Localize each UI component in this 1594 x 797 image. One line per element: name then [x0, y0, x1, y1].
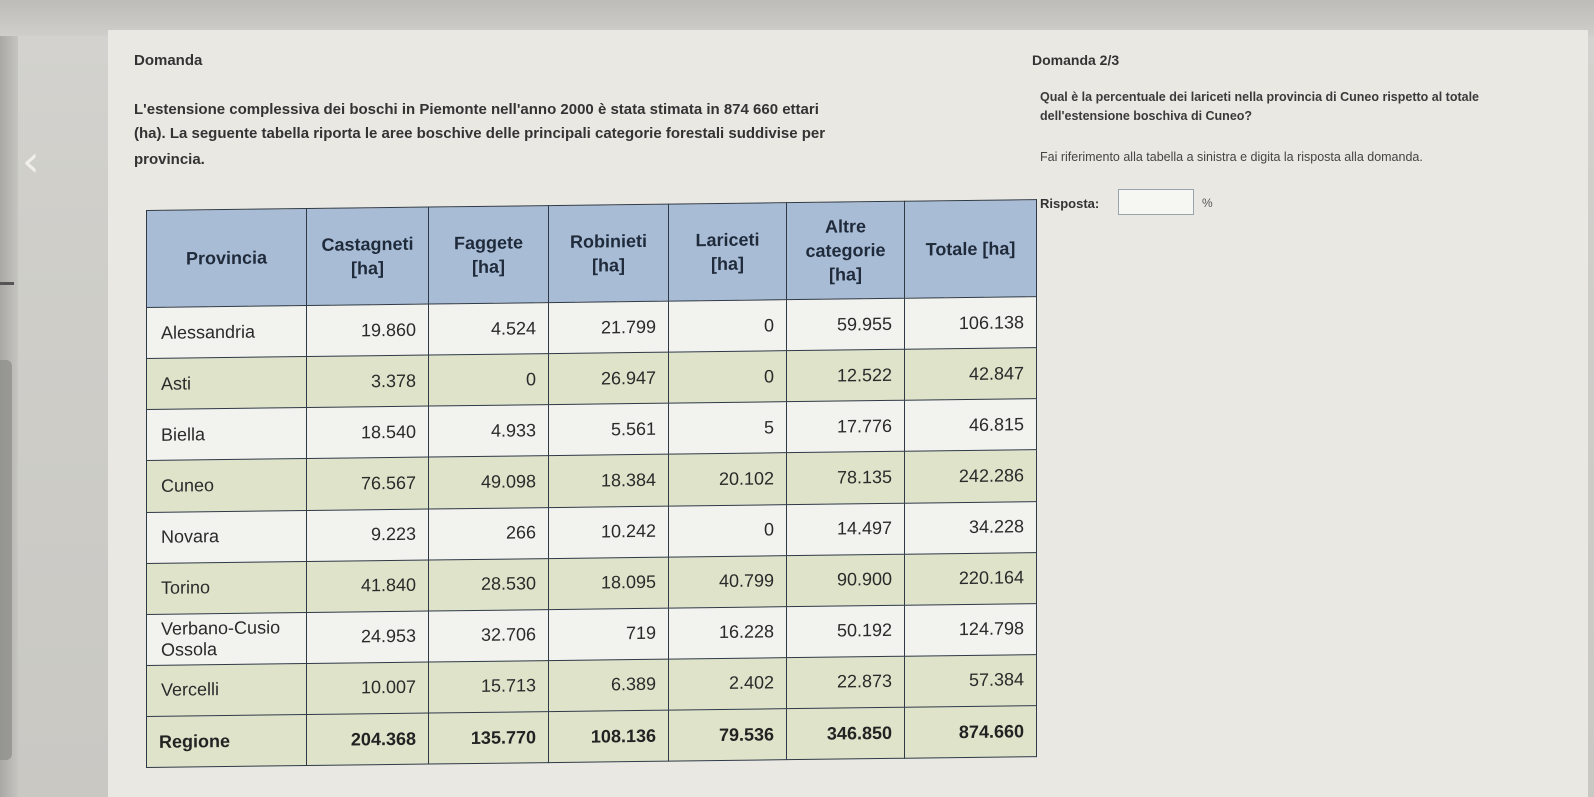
- table-cell: 18.095: [549, 557, 669, 610]
- table-cell: 76.567: [307, 457, 429, 510]
- table-cell: 90.900: [787, 554, 905, 607]
- table-cell: 4.524: [429, 303, 549, 356]
- table-total-cell: 108.136: [549, 710, 669, 762]
- question-heading: Domanda: [134, 52, 203, 69]
- table-cell: 22.873: [787, 656, 905, 709]
- table-cell: 242.286: [905, 450, 1037, 503]
- left-dash: [0, 282, 14, 285]
- table-cell: 17.776: [787, 400, 905, 453]
- province-cell: Vercelli: [147, 663, 307, 716]
- region-cell: Regione: [147, 715, 307, 768]
- province-cell: Biella: [147, 408, 307, 461]
- table-cell: 9.223: [307, 509, 429, 562]
- table-header-row: [147, 200, 1037, 308]
- table-cell: 3.378: [307, 355, 429, 408]
- intro-line-1: L'estensione complessiva dei boschi in Piemonte nell'anno 2000 è stata stimata in 874 660 ettari: [134, 101, 819, 118]
- table-cell: 24.953: [307, 611, 429, 664]
- table-cell: 20.102: [669, 453, 787, 506]
- table-cell: 10.007: [307, 662, 429, 715]
- province-cell: Novara: [147, 510, 307, 563]
- table-cell: 18.384: [549, 454, 669, 507]
- table-cell: 41.840: [307, 560, 429, 613]
- table-total-cell: 346.850: [787, 707, 905, 759]
- table-cell: 5: [669, 402, 787, 455]
- table-header-cell: Robinieti [ha]: [549, 204, 669, 302]
- table-cell: 16.228: [669, 606, 787, 659]
- answer-label: Risposta:: [1040, 196, 1100, 211]
- table-cell: 78.135: [787, 452, 905, 505]
- table-cell: 266: [429, 507, 549, 560]
- table-cell: 220.164: [905, 552, 1037, 605]
- table-total-cell: 79.536: [669, 709, 787, 761]
- table-total-cell: 204.368: [307, 713, 429, 765]
- table-cell: 59.955: [787, 298, 905, 351]
- chevron-left-icon[interactable]: ‹: [22, 136, 40, 187]
- table-cell: 12.522: [787, 349, 905, 402]
- table-cell: 4.933: [429, 405, 549, 458]
- table-header-cell: Altre categorie [ha]: [787, 201, 905, 299]
- province-cell: Verbano-Cusio Ossola: [147, 612, 307, 665]
- table-cell: 0: [669, 300, 787, 353]
- table-cell: 50.192: [787, 605, 905, 658]
- table-cell: 28.530: [429, 558, 549, 611]
- table-cell: 719: [549, 608, 669, 661]
- question-instruction: Fai riferimento alla tabella a sinistra e digita la risposta alla domanda.: [1040, 150, 1423, 164]
- table-cell: 10.242: [549, 506, 669, 559]
- question-counter: Domanda 2/3: [1032, 52, 1120, 68]
- answer-unit: %: [1202, 196, 1213, 210]
- province-cell: Torino: [147, 561, 307, 614]
- table-cell: 19.860: [307, 304, 429, 357]
- left-shadow: [0, 360, 12, 760]
- intro-text: [134, 98, 994, 172]
- table-cell: 106.138: [905, 297, 1037, 350]
- table-cell: 0: [669, 504, 787, 557]
- table-cell: 46.815: [905, 399, 1037, 452]
- table-cell: 32.706: [429, 609, 549, 662]
- table-cell: 40.799: [669, 555, 787, 608]
- table-cell: 5.561: [549, 403, 669, 456]
- table-header-cell: Totale [ha]: [905, 200, 1037, 299]
- table-cell: 42.847: [905, 348, 1037, 401]
- table-cell: 26.947: [549, 352, 669, 405]
- table-cell: 21.799: [549, 301, 669, 354]
- table-cell: 2.402: [669, 658, 787, 711]
- table-cell: 57.384: [905, 654, 1037, 707]
- intro-line-3: provincia.: [134, 151, 205, 168]
- table-cell: 15.713: [429, 660, 549, 713]
- province-cell: Alessandria: [147, 306, 307, 359]
- province-cell: Asti: [147, 357, 307, 410]
- province-cell: Cuneo: [147, 459, 307, 512]
- table-cell: 18.540: [307, 406, 429, 459]
- table-header-cell: Faggete [ha]: [429, 206, 549, 304]
- table-total-cell: 135.770: [429, 712, 549, 764]
- table-cell: 14.497: [787, 503, 905, 556]
- table-header-cell: Provincia: [147, 209, 307, 308]
- table-cell: 49.098: [429, 456, 549, 509]
- table-cell: 0: [429, 354, 549, 407]
- table-header-cell: Castagneti [ha]: [307, 207, 429, 305]
- table-cell: 0: [669, 351, 787, 404]
- table-cell: 34.228: [905, 501, 1037, 554]
- table-header-cell: Lariceti [ha]: [669, 203, 787, 301]
- answer-input[interactable]: [1118, 189, 1194, 215]
- table-total-row: [147, 706, 1037, 768]
- question-text: Qual è la percentuale dei lariceti nella provincia di Cuneo rispetto al totale dell'estensione boschiva di Cuneo?: [1040, 90, 1480, 123]
- table-cell: 6.389: [549, 659, 669, 712]
- forest-table: [146, 199, 1037, 768]
- table-total-cell: 874.660: [905, 706, 1037, 759]
- intro-line-2: (ha). La seguente tabella riporta le aree boschive delle principali categorie forestali suddivise per: [134, 125, 826, 142]
- table-cell: 124.798: [905, 603, 1037, 656]
